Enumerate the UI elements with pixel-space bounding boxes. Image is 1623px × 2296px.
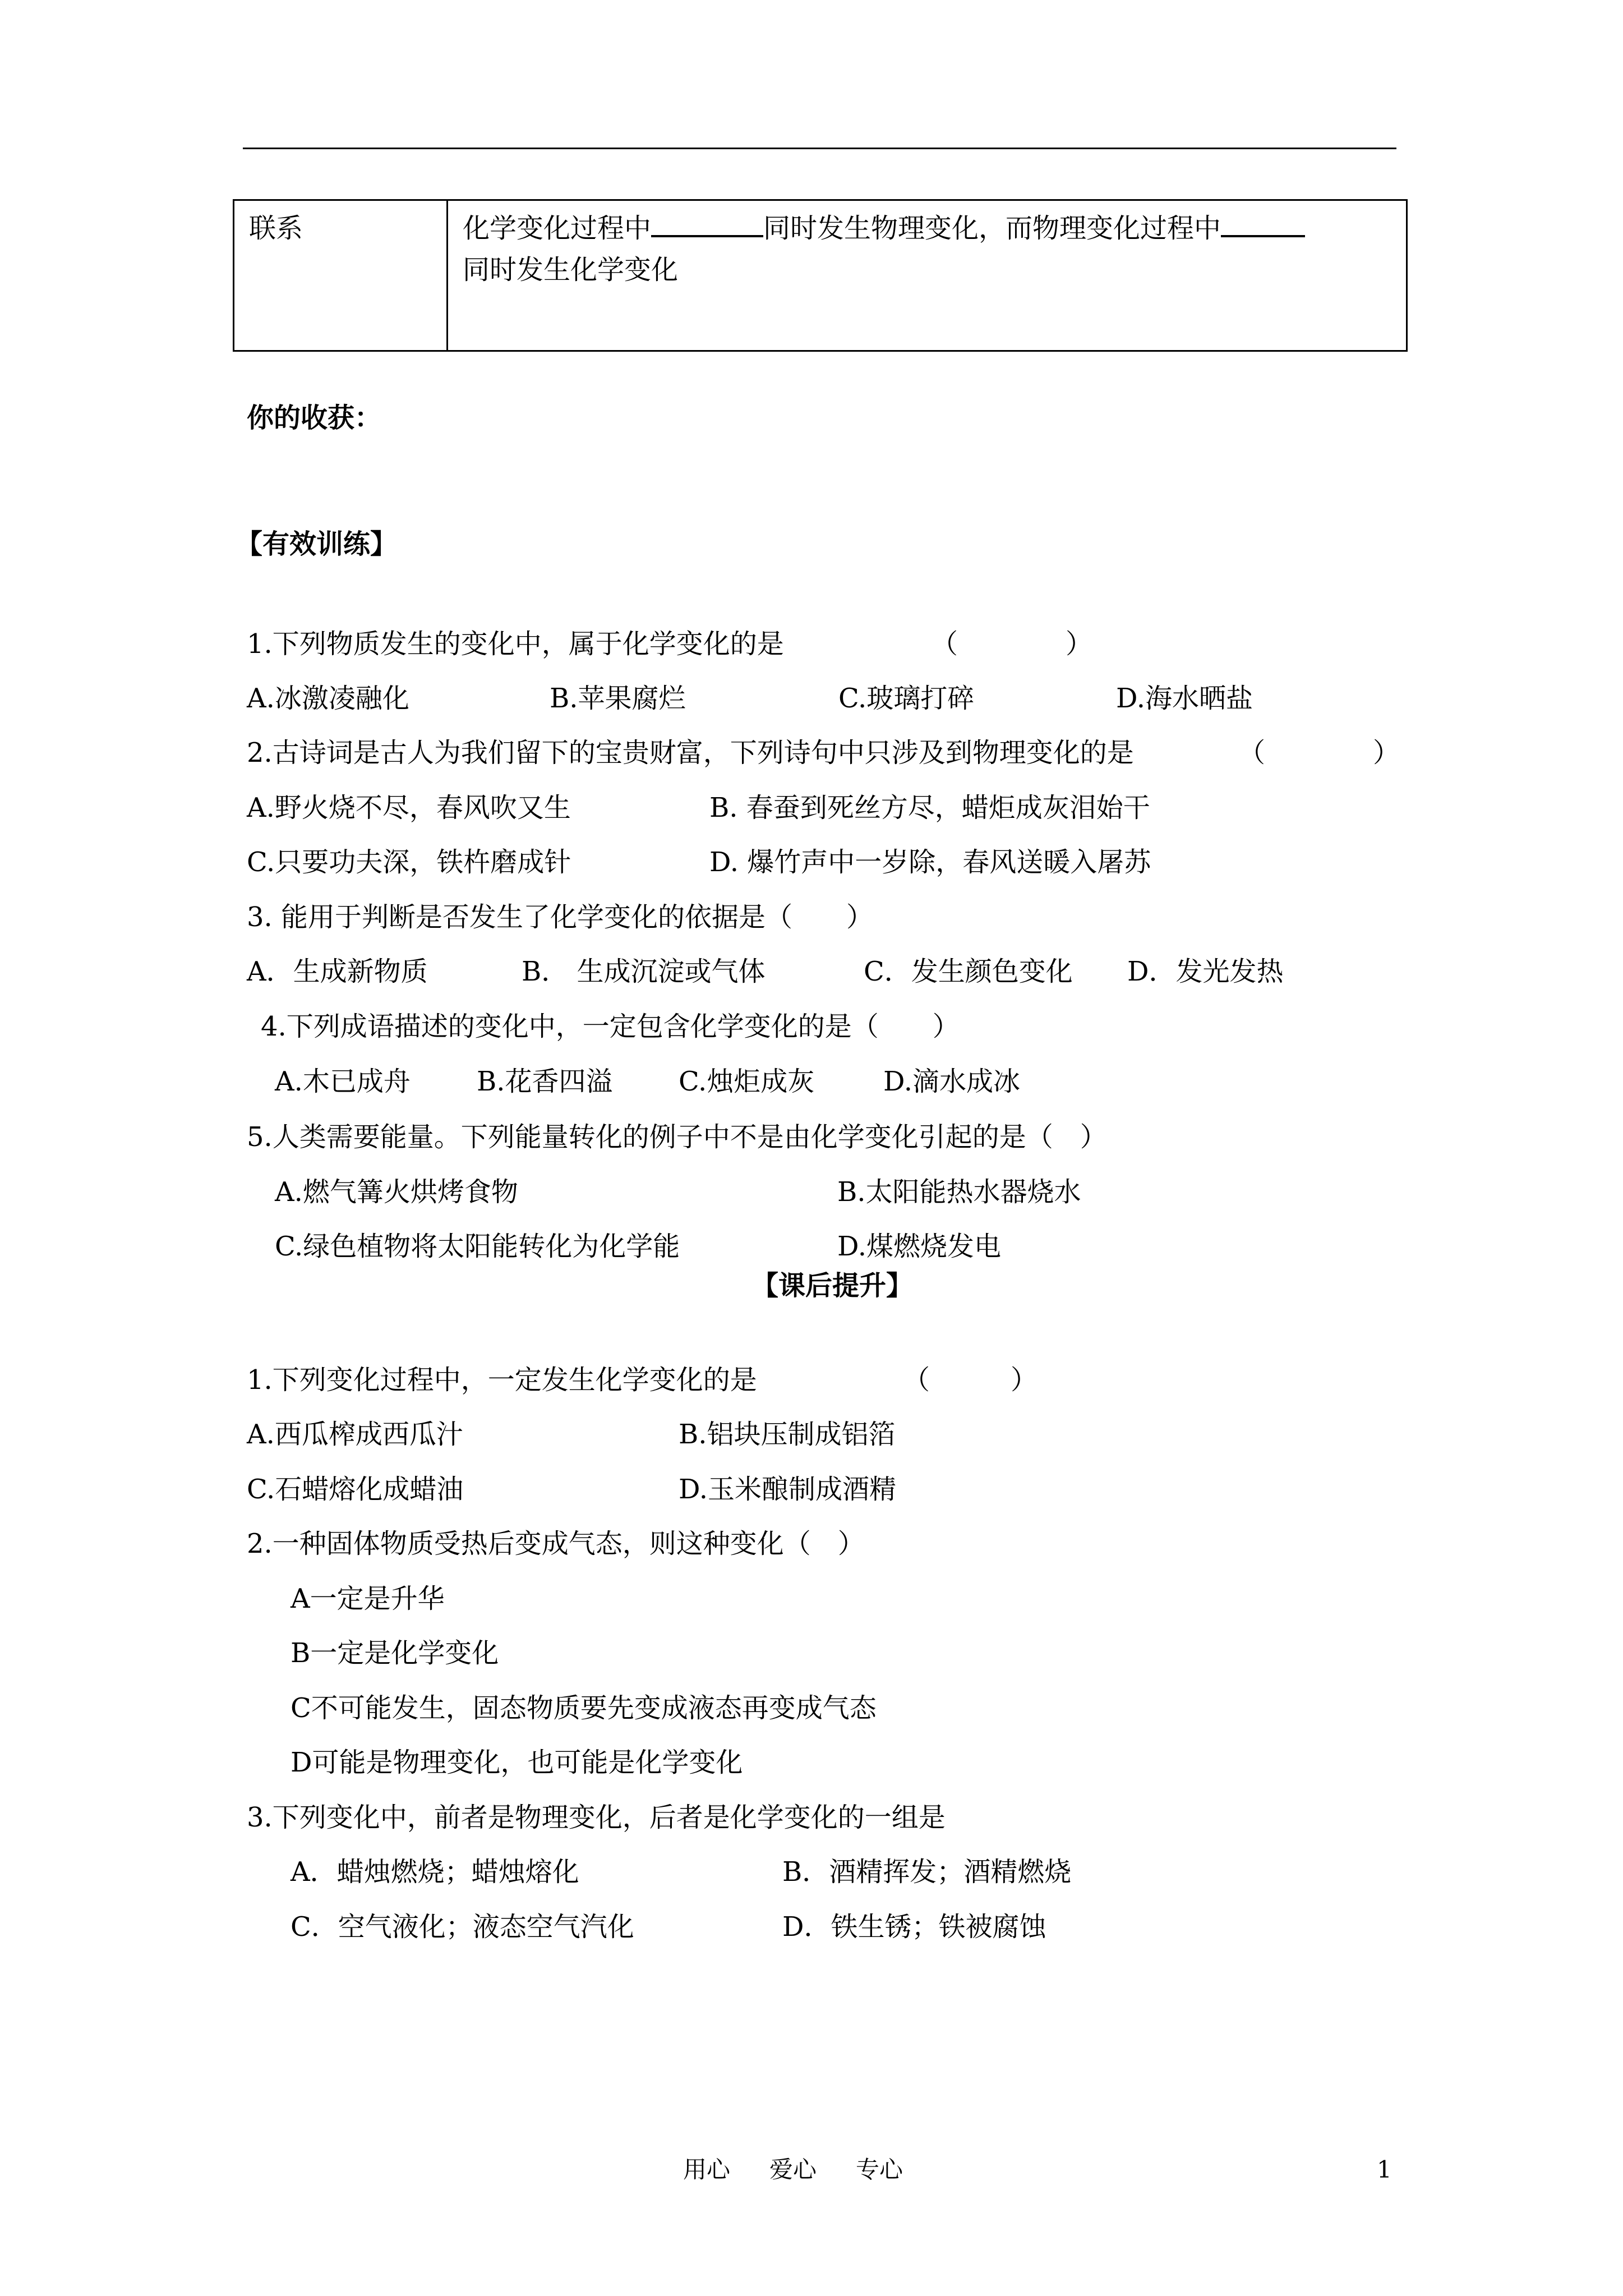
table-text-2: 同时发生物理变化，而物理变化过程中	[763, 213, 1221, 244]
table-text-1: 化学变化过程中	[463, 213, 652, 244]
option: C不可能发生，固态物质要先变成液态再变成气态	[291, 1692, 877, 1724]
option: B.太阳能热水器烧水	[837, 1176, 1081, 1208]
option: C.玻璃打碎	[838, 683, 975, 714]
option: B．酒精挥发；酒精燃烧	[782, 1856, 1072, 1888]
table-text-3: 同时发生化学变化	[463, 254, 679, 286]
fill-blank-2[interactable]	[1221, 209, 1305, 237]
option: C．发生颜色变化	[864, 956, 1073, 987]
option: B.花香四溢	[477, 1066, 613, 1097]
option: C.烛炬成灰	[679, 1066, 815, 1097]
option: A.燃气篝火烘烤食物	[275, 1176, 518, 1208]
section-title-effective-training: 【有效训练】	[236, 528, 398, 560]
option: A一定是升华	[291, 1583, 445, 1614]
option: A．蜡烛燃烧；蜡烛熔化	[291, 1856, 579, 1888]
option: D可能是物理变化，也可能是化学变化	[291, 1747, 743, 1778]
footer-motto-3: 专心	[856, 2156, 903, 2183]
question-stem: 1.下列变化过程中，一定发生化学变化的是	[247, 1364, 757, 1396]
question-stem: 5.人类需要能量。下列能量转化的例子中不是由化学变化引起的是（ ）	[247, 1121, 1107, 1153]
header-rule	[243, 148, 1396, 149]
option: D.海水晒盐	[1116, 683, 1253, 714]
option: B. 春蚕到死丝方尽，蜡炬成灰泪始干	[709, 792, 1150, 823]
relation-table	[233, 199, 1408, 352]
table-content-cell	[448, 200, 1407, 351]
question-stem: 3.下列变化中，前者是物理变化，后者是化学变化的一组是	[247, 1802, 946, 1833]
option: C.绿色植物将太阳能转化为化学能	[275, 1231, 680, 1262]
question-stem: 3. 能用于判断是否发生了化学变化的依据是（ ）	[247, 901, 874, 933]
table-label-cell	[234, 200, 448, 351]
option: A.木已成舟	[275, 1066, 411, 1097]
question-stem: 2.一种固体物质受热后变成气态，则这种变化（ ）	[247, 1528, 865, 1559]
option: A．生成新物质	[247, 956, 428, 987]
option: A.冰激凌融化	[247, 683, 409, 714]
option: C.只要功夫深，铁杵磨成针	[247, 846, 571, 878]
section-title-after-class: 【课后提升】	[751, 1270, 914, 1301]
table-row	[234, 200, 1407, 351]
option: D.滴水成冰	[883, 1066, 1021, 1097]
page-number: 1	[1377, 2156, 1392, 2183]
option: A.西瓜榨成西瓜汁	[247, 1419, 463, 1450]
option: D.玉米酿制成酒精	[679, 1474, 897, 1505]
table-label: 联系	[249, 213, 303, 244]
option: B． 生成沉淀或气体	[522, 956, 766, 987]
option: B.苹果腐烂	[550, 683, 686, 714]
fill-blank-1[interactable]	[651, 209, 763, 237]
option: D. 爆竹声中一岁除，春风送暖入屠苏	[709, 846, 1151, 878]
harvest-label: 你的收获：	[247, 402, 382, 434]
option: C.石蜡熔化成蜡油	[247, 1474, 464, 1505]
answer-paren: （ ）	[903, 1364, 1038, 1396]
option: B一定是化学变化	[291, 1637, 499, 1669]
footer-motto-2: 爱心	[769, 2156, 817, 2183]
question-stem: 2.古诗词是古人为我们留下的宝贵财富，下列诗句中只涉及到物理变化的是	[247, 737, 1134, 769]
answer-paren: （ ）	[1238, 737, 1400, 769]
option: D.煤燃烧发电	[837, 1231, 1002, 1262]
option: D．铁生锈；铁被腐蚀	[782, 1911, 1046, 1943]
question-stem: 1.下列物质发生的变化中，属于化学变化的是	[247, 628, 784, 660]
option: B.铝块压制成铝箔	[679, 1419, 896, 1450]
option: D．发光发热	[1127, 956, 1284, 987]
footer-motto-1: 用心	[683, 2156, 731, 2183]
answer-paren: （ ）	[931, 628, 1093, 660]
question-stem: 4.下列成语描述的变化中，一定包含化学变化的是（ ）	[261, 1011, 960, 1042]
option: A.野火烧不尽，春风吹又生	[247, 792, 571, 823]
option: C．空气液化；液态空气汽化	[291, 1911, 634, 1943]
